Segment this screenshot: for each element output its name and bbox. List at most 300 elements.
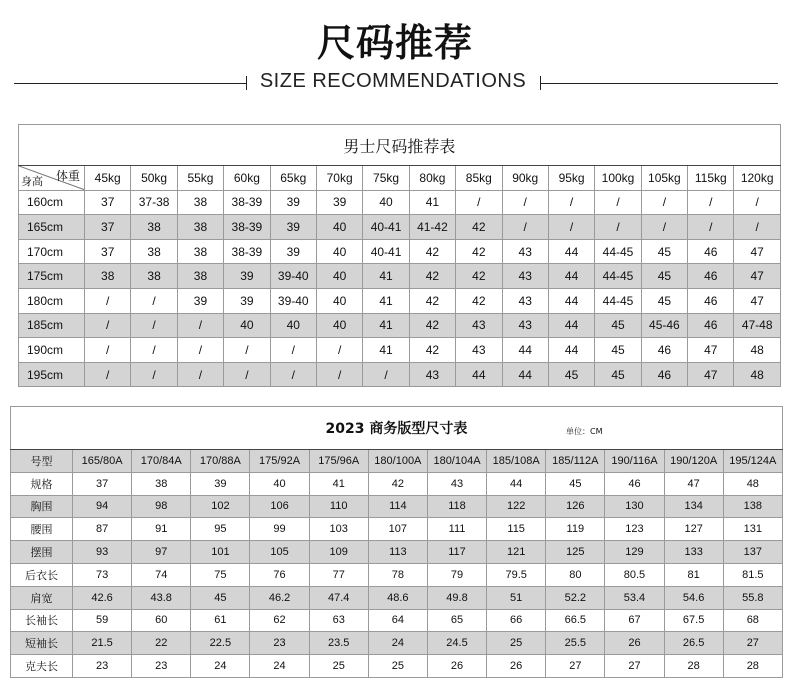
weight-header-cell: 60kg bbox=[224, 166, 270, 191]
size-cell: 41 bbox=[409, 190, 455, 215]
measure-value-cell: 53.4 bbox=[605, 586, 664, 609]
size-cell: / bbox=[131, 338, 177, 363]
height-header-cell: 195cm bbox=[19, 362, 85, 387]
size-cell: / bbox=[85, 313, 131, 338]
size-cell: 46 bbox=[641, 338, 687, 363]
measure-value-cell: 43 bbox=[427, 472, 486, 495]
size-cell: 44 bbox=[502, 362, 548, 387]
measure-value-cell: 79.5 bbox=[487, 563, 546, 586]
measure-value-cell: 21.5 bbox=[73, 632, 132, 655]
size-cell: 44 bbox=[548, 313, 594, 338]
size-cell: / bbox=[85, 362, 131, 387]
size-cell: 38 bbox=[177, 190, 223, 215]
measure-value-cell: 26 bbox=[487, 655, 546, 678]
men-table-header-row bbox=[19, 166, 781, 191]
size-cell: 41 bbox=[363, 313, 409, 338]
size-cell: 43 bbox=[502, 313, 548, 338]
size-cell: 40 bbox=[270, 313, 316, 338]
size-cell: 46 bbox=[688, 264, 734, 289]
size-cell: 41 bbox=[363, 288, 409, 313]
size-cell: / bbox=[548, 215, 594, 240]
size-cell: 43 bbox=[456, 338, 502, 363]
size-cell: 48 bbox=[734, 362, 780, 387]
size-cell: 42 bbox=[456, 215, 502, 240]
business-table-header-row bbox=[11, 450, 783, 473]
business-table-row bbox=[11, 495, 783, 518]
business-size-table bbox=[10, 406, 783, 678]
measure-value-cell: 87 bbox=[73, 518, 132, 541]
measure-value-cell: 54.6 bbox=[664, 586, 723, 609]
size-code-header-cell: 190/116A bbox=[605, 450, 664, 473]
size-cell: 47 bbox=[734, 264, 780, 289]
size-cell: / bbox=[734, 215, 780, 240]
measure-value-cell: 137 bbox=[723, 541, 782, 564]
measure-value-cell: 42 bbox=[368, 472, 427, 495]
business-table-corner-cell: 号型 bbox=[11, 450, 73, 473]
measure-value-cell: 133 bbox=[664, 541, 723, 564]
size-cell: 39 bbox=[177, 288, 223, 313]
measure-value-cell: 38 bbox=[132, 472, 191, 495]
measure-value-cell: 73 bbox=[73, 563, 132, 586]
size-cell: 45 bbox=[641, 288, 687, 313]
measure-value-cell: 40 bbox=[250, 472, 309, 495]
measure-value-cell: 28 bbox=[723, 655, 782, 678]
size-cell: 38-39 bbox=[224, 215, 270, 240]
measure-value-cell: 130 bbox=[605, 495, 664, 518]
measure-value-cell: 49.8 bbox=[427, 586, 486, 609]
size-cell: / bbox=[502, 190, 548, 215]
size-cell: 40 bbox=[224, 313, 270, 338]
size-cell: 39 bbox=[224, 288, 270, 313]
size-cell: 39 bbox=[224, 264, 270, 289]
size-cell: 40-41 bbox=[363, 239, 409, 264]
measure-value-cell: 126 bbox=[546, 495, 605, 518]
weight-header-cell: 75kg bbox=[363, 166, 409, 191]
size-cell: / bbox=[548, 190, 594, 215]
size-cell: 37 bbox=[85, 215, 131, 240]
measure-label-cell: 长袖长 bbox=[11, 609, 73, 632]
size-cell: 45 bbox=[548, 362, 594, 387]
measure-value-cell: 66 bbox=[487, 609, 546, 632]
size-cell: 44 bbox=[548, 338, 594, 363]
measure-value-cell: 48.6 bbox=[368, 586, 427, 609]
measure-value-cell: 60 bbox=[132, 609, 191, 632]
business-table-row bbox=[11, 655, 783, 678]
measure-value-cell: 131 bbox=[723, 518, 782, 541]
men-table-corner-cell bbox=[19, 166, 85, 191]
measure-value-cell: 76 bbox=[250, 563, 309, 586]
measure-value-cell: 67 bbox=[605, 609, 664, 632]
page-subtitle: SIZE RECOMMENDATIONS bbox=[259, 70, 527, 92]
men-table-row bbox=[19, 215, 781, 240]
weight-header-cell: 100kg bbox=[595, 166, 641, 191]
size-cell: 46 bbox=[688, 313, 734, 338]
weight-header-cell: 90kg bbox=[502, 166, 548, 191]
measure-value-cell: 61 bbox=[191, 609, 250, 632]
size-cell: 38 bbox=[131, 239, 177, 264]
size-cell: 45 bbox=[595, 313, 641, 338]
size-cell: / bbox=[177, 362, 223, 387]
size-cell: 38-39 bbox=[224, 239, 270, 264]
measure-value-cell: 80 bbox=[546, 563, 605, 586]
measure-label-cell: 克夫长 bbox=[11, 655, 73, 678]
measure-value-cell: 28 bbox=[664, 655, 723, 678]
measure-value-cell: 46 bbox=[605, 472, 664, 495]
measure-value-cell: 77 bbox=[309, 563, 368, 586]
measure-value-cell: 27 bbox=[546, 655, 605, 678]
size-code-header-cell: 190/120A bbox=[664, 450, 723, 473]
height-header-cell: 180cm bbox=[19, 288, 85, 313]
measure-value-cell: 99 bbox=[250, 518, 309, 541]
measure-value-cell: 25 bbox=[487, 632, 546, 655]
measure-value-cell: 97 bbox=[132, 541, 191, 564]
size-cell: 45 bbox=[595, 338, 641, 363]
measure-value-cell: 62 bbox=[250, 609, 309, 632]
measure-value-cell: 27 bbox=[723, 632, 782, 655]
weight-header-cell: 105kg bbox=[641, 166, 687, 191]
size-cell: 38-39 bbox=[224, 190, 270, 215]
size-cell: 41-42 bbox=[409, 215, 455, 240]
measure-value-cell: 79 bbox=[427, 563, 486, 586]
size-cell: / bbox=[688, 190, 734, 215]
men-table-row bbox=[19, 338, 781, 363]
measure-value-cell: 123 bbox=[605, 518, 664, 541]
subtitle-rule-left bbox=[14, 83, 246, 84]
weight-header-cell: 80kg bbox=[409, 166, 455, 191]
measure-value-cell: 59 bbox=[73, 609, 132, 632]
measure-value-cell: 65 bbox=[427, 609, 486, 632]
measure-value-cell: 52.2 bbox=[546, 586, 605, 609]
measure-value-cell: 24 bbox=[368, 632, 427, 655]
men-table-row bbox=[19, 264, 781, 289]
weight-header-cell: 50kg bbox=[131, 166, 177, 191]
measure-value-cell: 117 bbox=[427, 541, 486, 564]
size-cell: 40 bbox=[316, 288, 362, 313]
size-cell: 40 bbox=[316, 215, 362, 240]
business-table-row bbox=[11, 632, 783, 655]
measure-value-cell: 98 bbox=[132, 495, 191, 518]
size-cell: 42 bbox=[409, 313, 455, 338]
measure-value-cell: 25 bbox=[309, 655, 368, 678]
size-cell: 47 bbox=[688, 362, 734, 387]
measure-value-cell: 26.5 bbox=[664, 632, 723, 655]
size-code-header-cell: 165/80A bbox=[73, 450, 132, 473]
size-cell: 45 bbox=[641, 239, 687, 264]
men-table-row bbox=[19, 190, 781, 215]
business-table-row bbox=[11, 609, 783, 632]
business-table-row bbox=[11, 563, 783, 586]
measure-value-cell: 46.2 bbox=[250, 586, 309, 609]
measure-value-cell: 119 bbox=[546, 518, 605, 541]
size-cell: / bbox=[456, 190, 502, 215]
size-cell: 44 bbox=[548, 264, 594, 289]
size-cell: / bbox=[224, 362, 270, 387]
size-cell: / bbox=[641, 215, 687, 240]
height-header-cell: 175cm bbox=[19, 264, 85, 289]
men-table-title: 男士尺码推荐表 bbox=[19, 125, 781, 166]
size-cell: 44-45 bbox=[595, 288, 641, 313]
weight-header-cell: 85kg bbox=[456, 166, 502, 191]
size-code-header-cell: 185/108A bbox=[487, 450, 546, 473]
measure-value-cell: 107 bbox=[368, 518, 427, 541]
weight-header-cell: 45kg bbox=[85, 166, 131, 191]
measure-value-cell: 22 bbox=[132, 632, 191, 655]
men-table-row bbox=[19, 362, 781, 387]
size-cell: / bbox=[85, 338, 131, 363]
size-cell: / bbox=[641, 190, 687, 215]
size-cell: / bbox=[363, 362, 409, 387]
weight-header-cell: 70kg bbox=[316, 166, 362, 191]
size-cell: / bbox=[131, 288, 177, 313]
measure-value-cell: 122 bbox=[487, 495, 546, 518]
height-header-cell: 190cm bbox=[19, 338, 85, 363]
business-table-row bbox=[11, 586, 783, 609]
measure-value-cell: 25 bbox=[368, 655, 427, 678]
measure-value-cell: 109 bbox=[309, 541, 368, 564]
size-code-header-cell: 175/92A bbox=[250, 450, 309, 473]
business-table-row bbox=[11, 518, 783, 541]
size-cell: 43 bbox=[502, 288, 548, 313]
measure-label-cell: 腰围 bbox=[11, 518, 73, 541]
size-code-header-cell: 170/88A bbox=[191, 450, 250, 473]
size-cell: 44-45 bbox=[595, 264, 641, 289]
weight-header-cell: 120kg bbox=[734, 166, 780, 191]
size-cell: / bbox=[270, 338, 316, 363]
measure-value-cell: 91 bbox=[132, 518, 191, 541]
size-code-header-cell: 195/124A bbox=[723, 450, 782, 473]
measure-value-cell: 25.5 bbox=[546, 632, 605, 655]
size-cell: 38 bbox=[177, 239, 223, 264]
subtitle-rule-right bbox=[540, 83, 778, 84]
size-cell: 39-40 bbox=[270, 288, 316, 313]
measure-value-cell: 23 bbox=[132, 655, 191, 678]
size-cell: / bbox=[316, 362, 362, 387]
measure-value-cell: 115 bbox=[487, 518, 546, 541]
size-cell: 46 bbox=[641, 362, 687, 387]
measure-value-cell: 93 bbox=[73, 541, 132, 564]
measure-value-cell: 47 bbox=[664, 472, 723, 495]
size-cell: 39 bbox=[316, 190, 362, 215]
corner-weight-label: 体重 bbox=[55, 169, 80, 183]
size-cell: / bbox=[131, 362, 177, 387]
measure-value-cell: 134 bbox=[664, 495, 723, 518]
size-cell: / bbox=[595, 190, 641, 215]
size-code-header-cell: 170/84A bbox=[132, 450, 191, 473]
size-cell: 45-46 bbox=[641, 313, 687, 338]
size-code-header-cell: 185/112A bbox=[546, 450, 605, 473]
measure-value-cell: 26 bbox=[605, 632, 664, 655]
measure-value-cell: 23 bbox=[250, 632, 309, 655]
size-cell: 43 bbox=[409, 362, 455, 387]
men-table-row bbox=[19, 288, 781, 313]
measure-value-cell: 55.8 bbox=[723, 586, 782, 609]
size-cell: / bbox=[270, 362, 316, 387]
measure-value-cell: 64 bbox=[368, 609, 427, 632]
size-cell: 38 bbox=[131, 264, 177, 289]
measure-value-cell: 106 bbox=[250, 495, 309, 518]
measure-value-cell: 23 bbox=[73, 655, 132, 678]
size-cell: 46 bbox=[688, 239, 734, 264]
size-cell: 43 bbox=[456, 313, 502, 338]
measure-value-cell: 105 bbox=[250, 541, 309, 564]
men-table-row bbox=[19, 239, 781, 264]
measure-value-cell: 127 bbox=[664, 518, 723, 541]
size-cell: / bbox=[734, 190, 780, 215]
measure-value-cell: 138 bbox=[723, 495, 782, 518]
size-cell: 44 bbox=[502, 338, 548, 363]
measure-value-cell: 22.5 bbox=[191, 632, 250, 655]
size-cell: 42 bbox=[409, 239, 455, 264]
size-cell: 43 bbox=[502, 239, 548, 264]
measure-value-cell: 27 bbox=[605, 655, 664, 678]
measure-value-cell: 45 bbox=[191, 586, 250, 609]
size-cell: 42 bbox=[409, 338, 455, 363]
page-title: 尺码推荐 bbox=[316, 21, 473, 65]
measure-value-cell: 63 bbox=[309, 609, 368, 632]
measure-value-cell: 113 bbox=[368, 541, 427, 564]
size-cell: 42 bbox=[456, 288, 502, 313]
size-cell: 42 bbox=[456, 264, 502, 289]
measure-value-cell: 121 bbox=[487, 541, 546, 564]
measure-value-cell: 111 bbox=[427, 518, 486, 541]
size-cell: / bbox=[224, 338, 270, 363]
size-cell: 37 bbox=[85, 190, 131, 215]
weight-header-cell: 115kg bbox=[688, 166, 734, 191]
measure-value-cell: 47.4 bbox=[309, 586, 368, 609]
measure-value-cell: 24 bbox=[191, 655, 250, 678]
business-table-caption bbox=[11, 407, 783, 450]
size-cell: / bbox=[688, 215, 734, 240]
size-cell: 42 bbox=[409, 264, 455, 289]
size-cell: 37-38 bbox=[131, 190, 177, 215]
size-cell: 47 bbox=[688, 338, 734, 363]
men-size-table bbox=[18, 124, 781, 387]
size-cell: 48 bbox=[734, 338, 780, 363]
measure-value-cell: 45 bbox=[546, 472, 605, 495]
size-cell: 40 bbox=[316, 313, 362, 338]
size-cell: 40-41 bbox=[363, 215, 409, 240]
height-header-cell: 165cm bbox=[19, 215, 85, 240]
size-cell: / bbox=[177, 338, 223, 363]
measure-value-cell: 48 bbox=[723, 472, 782, 495]
size-cell: 47 bbox=[734, 239, 780, 264]
measure-value-cell: 43.8 bbox=[132, 586, 191, 609]
size-cell: 46 bbox=[688, 288, 734, 313]
size-cell: 37 bbox=[85, 239, 131, 264]
measure-value-cell: 110 bbox=[309, 495, 368, 518]
measure-label-cell: 后衣长 bbox=[11, 563, 73, 586]
measure-value-cell: 101 bbox=[191, 541, 250, 564]
measure-value-cell: 66.5 bbox=[546, 609, 605, 632]
measure-value-cell: 114 bbox=[368, 495, 427, 518]
measure-value-cell: 42.6 bbox=[73, 586, 132, 609]
measure-label-cell: 摆围 bbox=[11, 541, 73, 564]
size-code-header-cell: 180/104A bbox=[427, 450, 486, 473]
size-cell: 47 bbox=[734, 288, 780, 313]
size-cell: 39 bbox=[270, 239, 316, 264]
measure-value-cell: 95 bbox=[191, 518, 250, 541]
measure-value-cell: 75 bbox=[191, 563, 250, 586]
size-cell: / bbox=[85, 288, 131, 313]
men-table-row bbox=[19, 313, 781, 338]
measure-value-cell: 102 bbox=[191, 495, 250, 518]
height-header-cell: 185cm bbox=[19, 313, 85, 338]
measure-value-cell: 26 bbox=[427, 655, 486, 678]
measure-value-cell: 81.5 bbox=[723, 563, 782, 586]
size-cell: 44 bbox=[456, 362, 502, 387]
measure-value-cell: 39 bbox=[191, 472, 250, 495]
size-cell: 42 bbox=[456, 239, 502, 264]
measure-value-cell: 23.5 bbox=[309, 632, 368, 655]
measure-value-cell: 44 bbox=[487, 472, 546, 495]
measure-value-cell: 103 bbox=[309, 518, 368, 541]
height-header-cell: 160cm bbox=[19, 190, 85, 215]
size-cell: 38 bbox=[131, 215, 177, 240]
business-table-row bbox=[11, 541, 783, 564]
business-table-caption-row bbox=[11, 407, 783, 450]
measure-value-cell: 37 bbox=[73, 472, 132, 495]
size-cell: 39 bbox=[270, 215, 316, 240]
business-table-unit: 单位：CM bbox=[566, 427, 603, 436]
size-cell: 45 bbox=[595, 362, 641, 387]
size-code-header-cell: 180/100A bbox=[368, 450, 427, 473]
size-cell: 38 bbox=[177, 264, 223, 289]
size-cell: 44 bbox=[548, 239, 594, 264]
men-table-caption-row bbox=[19, 125, 781, 166]
size-cell: 45 bbox=[641, 264, 687, 289]
measure-label-cell: 胸围 bbox=[11, 495, 73, 518]
size-cell: 40 bbox=[316, 239, 362, 264]
size-cell: 43 bbox=[502, 264, 548, 289]
measure-label-cell: 短袖长 bbox=[11, 632, 73, 655]
size-cell: 47-48 bbox=[734, 313, 780, 338]
measure-value-cell: 125 bbox=[546, 541, 605, 564]
size-cell: / bbox=[131, 313, 177, 338]
size-cell: 38 bbox=[85, 264, 131, 289]
size-code-header-cell: 175/96A bbox=[309, 450, 368, 473]
size-cell: / bbox=[316, 338, 362, 363]
size-cell: 44-45 bbox=[595, 239, 641, 264]
measure-value-cell: 67.5 bbox=[664, 609, 723, 632]
measure-value-cell: 129 bbox=[605, 541, 664, 564]
measure-value-cell: 24.5 bbox=[427, 632, 486, 655]
measure-value-cell: 94 bbox=[73, 495, 132, 518]
measure-value-cell: 80.5 bbox=[605, 563, 664, 586]
measure-value-cell: 51 bbox=[487, 586, 546, 609]
size-cell: 44 bbox=[548, 288, 594, 313]
size-cell: 39-40 bbox=[270, 264, 316, 289]
weight-header-cell: 55kg bbox=[177, 166, 223, 191]
weight-header-cell: 65kg bbox=[270, 166, 316, 191]
size-cell: / bbox=[595, 215, 641, 240]
size-cell: 41 bbox=[363, 264, 409, 289]
height-header-cell: 170cm bbox=[19, 239, 85, 264]
business-table-title: 2023 商务版型尺寸表 bbox=[325, 421, 468, 437]
measure-value-cell: 118 bbox=[427, 495, 486, 518]
size-cell: 38 bbox=[177, 215, 223, 240]
measure-value-cell: 78 bbox=[368, 563, 427, 586]
size-cell: 41 bbox=[363, 338, 409, 363]
size-cell: 42 bbox=[409, 288, 455, 313]
size-cell: / bbox=[177, 313, 223, 338]
measure-value-cell: 24 bbox=[250, 655, 309, 678]
measure-value-cell: 74 bbox=[132, 563, 191, 586]
size-cell: 40 bbox=[363, 190, 409, 215]
measure-value-cell: 81 bbox=[664, 563, 723, 586]
size-cell: / bbox=[502, 215, 548, 240]
measure-value-cell: 41 bbox=[309, 472, 368, 495]
measure-label-cell: 规格 bbox=[11, 472, 73, 495]
